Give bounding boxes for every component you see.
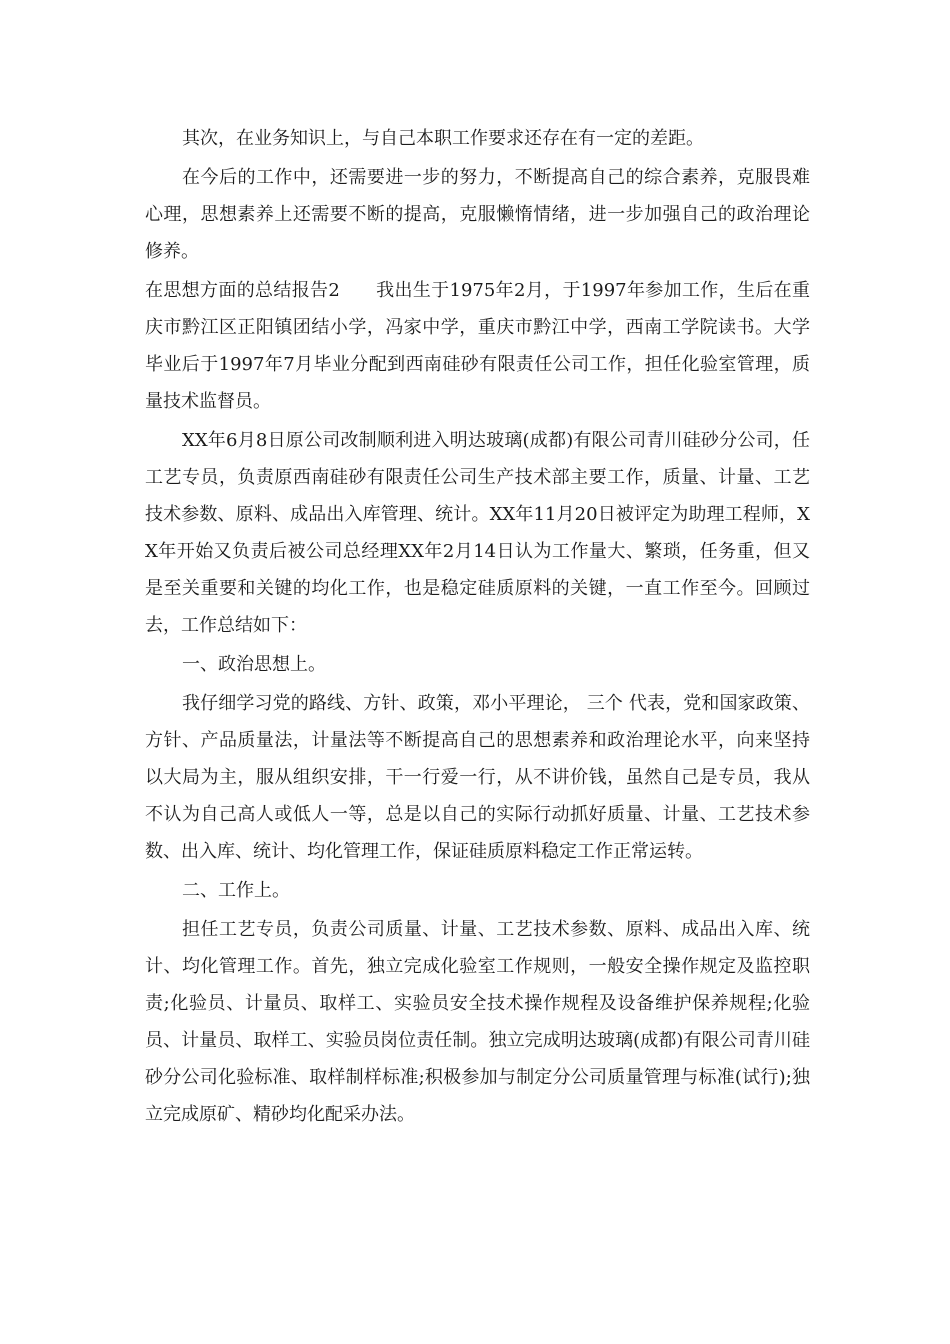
paragraph-3 — [145, 272, 810, 420]
document-body — [145, 120, 810, 1135]
section-heading-politics: 一、政治思想上。 — [182, 654, 326, 675]
paragraph-4: XX年6月8日原公司改制顺利进入明达玻璃(成都)有限公司青川硅砂分公司，任工艺专员，负责原西南硅砂有限责任公司生产技术部主要工作，质量、计量、工艺技术参数、原料、成品出入库管理、统计。XX年11月20日被评定为助理工程师，XX年开始又负责后被公司总经理XX年2月14日认为工作量大、繁琐，任务重，但又是至关重要和关键的均化工作，也是稳定硅质原料的关键，一直工作至今。回顾过去，工作总结如下： — [145, 430, 810, 636]
paragraph-6: 我仔细学习党的路线、方针、政策，邓小平理论， 三个 代表，党和国家政策、方针、产品质量法，计量法等不断提高自己的思想素养和政治理论水平，向来坚持以大局为主，服从组织安排，干一行爱一行，从不讲价钱，虽然自己是专员，我从不认为自己高人或低人一等，总是以自己的实际行动抓好质量、计量、工艺技术参数、出入库、统计、均化管理工作，保证硅质原料稳定工作正常运转。 — [145, 693, 810, 862]
paragraph-1: 其次，在业务知识上，与自己本职工作要求还存在有一定的差距。 — [182, 128, 704, 149]
section-heading-work: 二、工作上。 — [182, 880, 290, 901]
paragraph-2: 在今后的工作中，还需要进一步的努力，不断提高自己的综合素养，克服畏难心理，思想素养上还需要不断的提高，克服懒惰情绪，进一步加强自己的政治理论修养。 — [145, 167, 810, 262]
paragraph-3-text: 我出生于1975年2月，于1997年参加工作，生后在重庆市黔江区正阳镇团结小学，冯家中学，重庆市黔江中学，西南工学院读书。大学毕业后于1997年7月毕业分配到西南硅砂有限责任公司工作，担任化验室管理，质量技术监督员。 — [145, 280, 810, 412]
report-heading: 在思想方面的总结报告2 — [145, 280, 340, 301]
paragraph-8: 担任工艺专员，负责公司质量、计量、工艺技术参数、原料、成品出入库、统计、均化管理工作。首先，独立完成化验室工作规则，一般安全操作规定及监控职责;化验员、计量员、取样工、实验员安全技术操作规程及设备维护保养规程;化验员、计量员、取样工、实验员岗位责任制。独立完成明达玻璃(成都)有限公司青川硅砂分公司化验标准、取样制样标准;积极参加与制定分公司质量管理与标准(试行);独立完成原矿、精砂均化配采办法。 — [145, 919, 810, 1125]
